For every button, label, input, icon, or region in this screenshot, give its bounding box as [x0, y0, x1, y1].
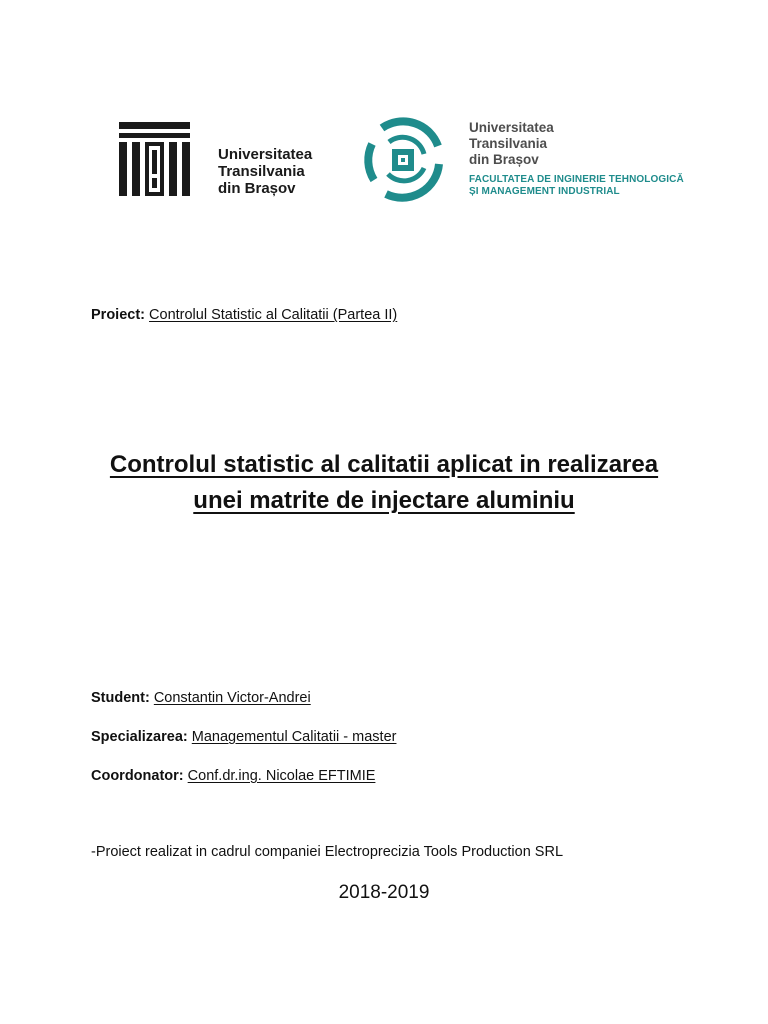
faculty-name-line: FACULTATEA DE INGINERIE TEHNOLOGICĂ	[469, 174, 684, 185]
company-note: -Proiect realizat in cadrul companiei Electroprecizia Tools Production SRL	[91, 844, 564, 860]
title-line-2: unei matrite de injectare aluminiu	[193, 487, 575, 514]
faculty-university-name-line: din Brașov	[469, 152, 539, 167]
faculty-university-name	[469, 120, 554, 168]
faculty-logo	[362, 116, 682, 206]
student-line	[91, 690, 311, 706]
university-name-line: din Brașov	[218, 180, 296, 197]
academic-years: 2018-2019	[338, 882, 430, 903]
coordinator-value: Conf.dr.ing. Nicolae EFTIMIE	[187, 768, 376, 784]
university-columns-logo-icon	[119, 122, 191, 198]
specialization-value: Managementul Calitatii - master	[191, 729, 397, 745]
faculty-university-name-line: Universitatea	[469, 120, 554, 135]
university-name	[218, 146, 312, 197]
coordinator-line	[91, 768, 375, 784]
university-logo	[119, 122, 329, 198]
project-label: Proiect:	[91, 307, 145, 323]
title-line-1: Controlul statistic al calitatii aplicat in realizarea	[109, 451, 659, 478]
student-value: Constantin Victor-Andrei	[153, 690, 311, 706]
specialization-line	[91, 729, 396, 745]
university-name-line: Transilvania	[218, 163, 305, 180]
specialization-label: Specializarea:	[91, 729, 188, 745]
project-value: Controlul Statistic al Calitatii (Partea II)	[149, 307, 398, 323]
faculty-university-name-line: Transilvania	[469, 136, 548, 151]
faculty-name-line: ȘI MANAGEMENT INDUSTRIAL	[469, 186, 620, 197]
faculty-circle-logo-icon	[362, 116, 446, 202]
faculty-name	[469, 174, 684, 198]
coordinator-label: Coordonator:	[91, 768, 184, 784]
university-name-line: Universitatea	[218, 146, 313, 163]
student-label: Student:	[91, 690, 150, 706]
project-line	[91, 307, 397, 323]
document-title	[0, 447, 768, 519]
